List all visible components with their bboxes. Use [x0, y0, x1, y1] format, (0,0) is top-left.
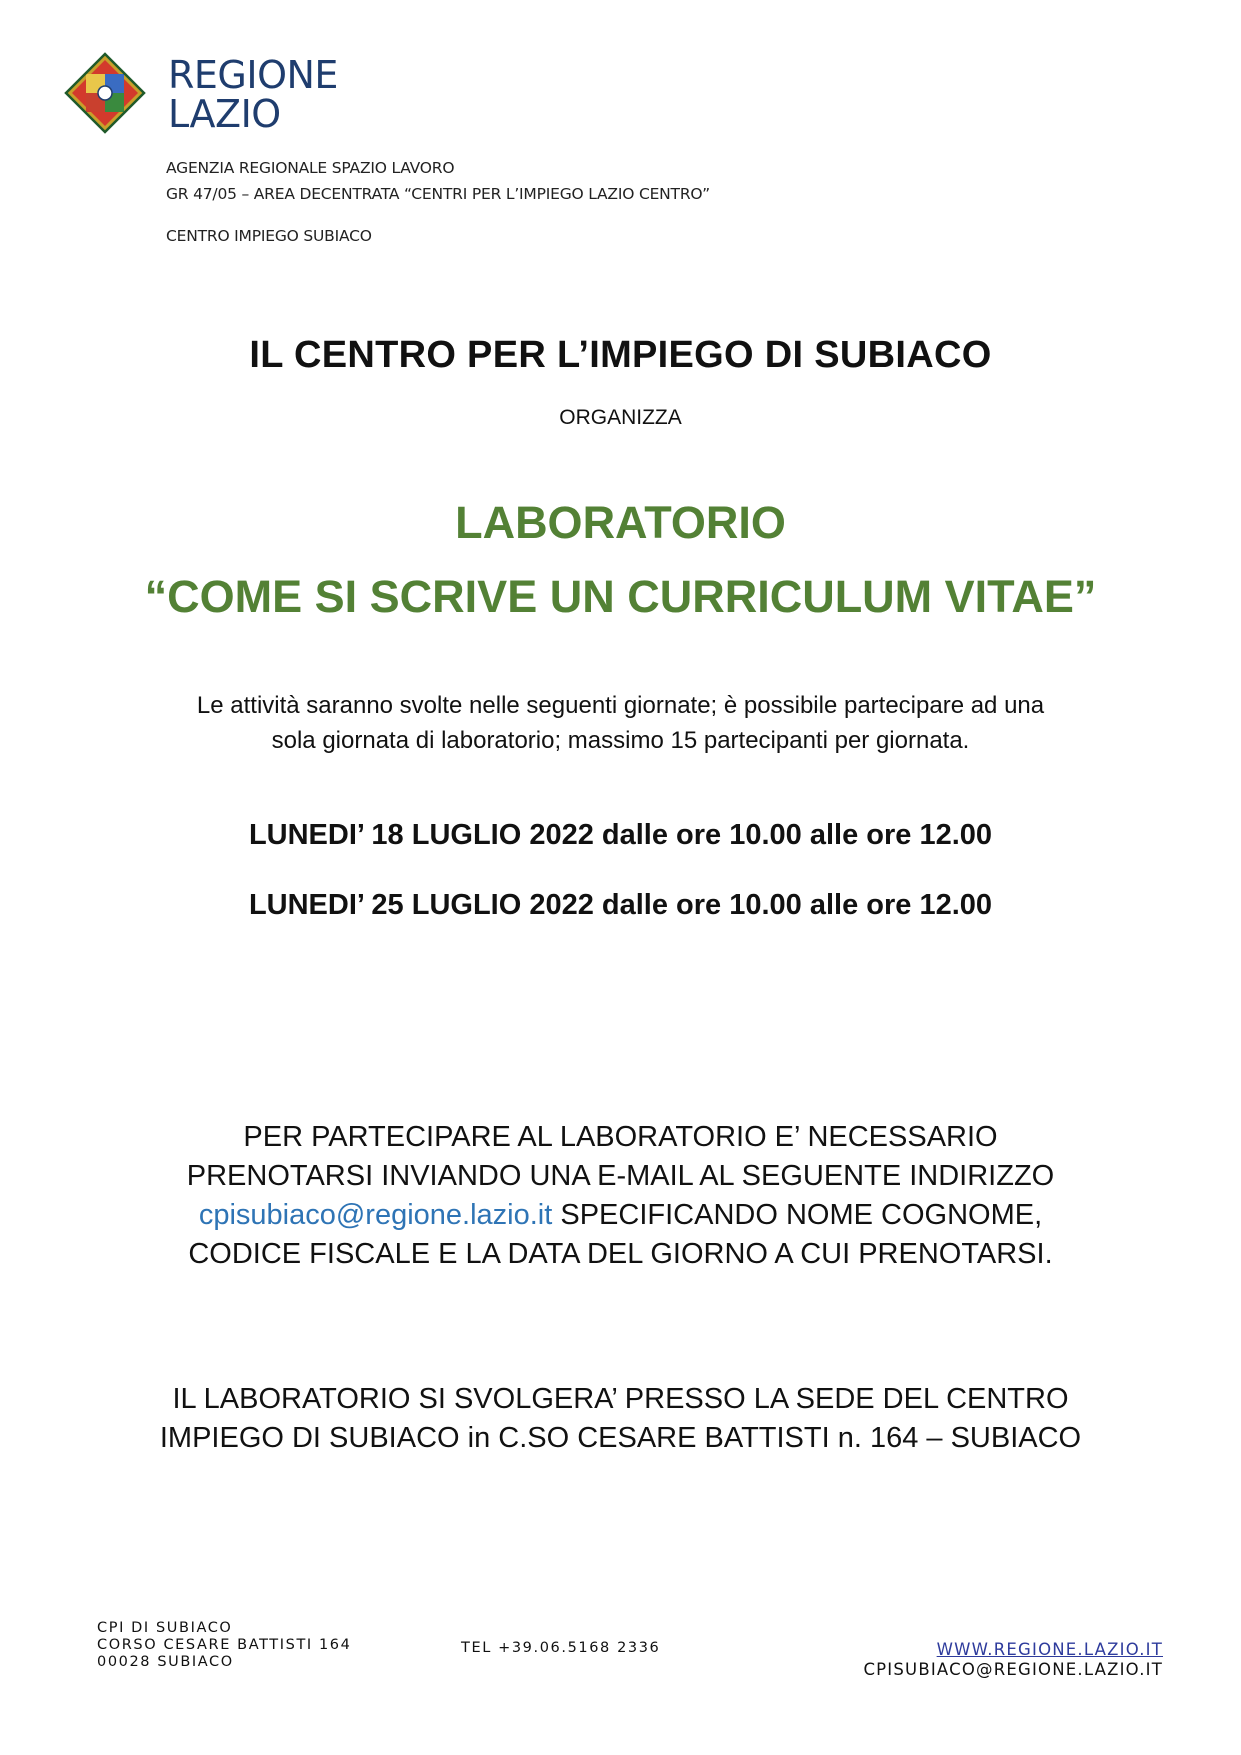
office-name: CPI DI SUBIACO	[97, 1620, 233, 1636]
intro-line: sola giornata di laboratorio; massimo 15 partecipanti per giornata.	[271, 727, 970, 754]
footer-contacts	[863, 1640, 1163, 1680]
booking-line: PER PARTECIPARE AL LABORATORIO E’ NECESSARIO	[243, 1121, 998, 1153]
office-city: 00028 SUBIACO	[97, 1654, 234, 1670]
regione-lazio-logo	[64, 52, 364, 142]
office-address: CORSO CESARE BATTISTI 164	[97, 1637, 352, 1653]
date-item: LUNEDI’ 18 LUGLIO 2022 dalle ore 10.00 alle ore 12.00	[248, 819, 993, 851]
lab-subtitle: “COME SI SCRIVE UN CURRICULUM VITAE”	[144, 571, 1097, 622]
intro-line: Le attività saranno svolte nelle seguenti giornate; è possibile partecipare ad una	[196, 692, 1045, 719]
venue-info	[0, 1380, 1241, 1458]
intro-text	[0, 688, 1241, 758]
agency-area: GR 47/05 – AREA DECENTRATA “CENTRI PER L’IMPIEGO LAZIO CENTRO”	[166, 185, 710, 203]
footer-email[interactable]: CPISUBIACO@REGIONE.LAZIO.IT	[863, 1660, 1163, 1679]
agency-name: AGENZIA REGIONALE SPAZIO LAVORO	[166, 159, 455, 177]
lab-title: LABORATORIO	[455, 497, 786, 548]
venue-line: IMPIEGO DI SUBIACO in C.SO CESARE BATTISTI n. 164 – SUBIACO	[159, 1422, 1082, 1454]
logo-line1: REGIONE	[168, 53, 338, 97]
page-title: IL CENTRO PER L’IMPIEGO DI SUBIACO	[249, 334, 992, 376]
venue-line: IL LABORATORIO SI SVOLGERA’ PRESSO LA SEDE DEL CENTRO	[172, 1383, 1069, 1415]
booking-instructions	[0, 1118, 1241, 1274]
booking-email-link[interactable]: cpisubiaco@regione.lazio.it	[198, 1199, 553, 1231]
date-item: LUNEDI’ 25 LUGLIO 2022 dalle ore 10.00 alle ore 12.00	[248, 889, 993, 921]
logo-wordmark	[168, 53, 338, 136]
booking-line: PRENOTARSI INVIANDO UNA E-MAIL AL SEGUENTE INDIRIZZO	[186, 1160, 1055, 1192]
footer-office	[97, 1620, 351, 1671]
booking-line-rest: SPECIFICANDO NOME COGNOME,	[552, 1199, 1043, 1231]
logo-line2: LAZIO	[168, 92, 281, 136]
footer-phone: TEL +39.06.5168 2336	[461, 1640, 661, 1656]
website-link[interactable]: WWW.REGIONE.LAZIO.IT	[936, 1640, 1163, 1659]
regione-lazio-emblem-icon	[64, 52, 146, 134]
booking-line: CODICE FISCALE E LA DATA DEL GIORNO A CUI PRENOTARSI.	[188, 1238, 1053, 1270]
agency-center: CENTRO IMPIEGO SUBIACO	[166, 227, 372, 245]
agency-header	[166, 155, 710, 249]
organizza-label: ORGANIZZA	[559, 406, 682, 429]
booking-line	[0, 1196, 1241, 1235]
